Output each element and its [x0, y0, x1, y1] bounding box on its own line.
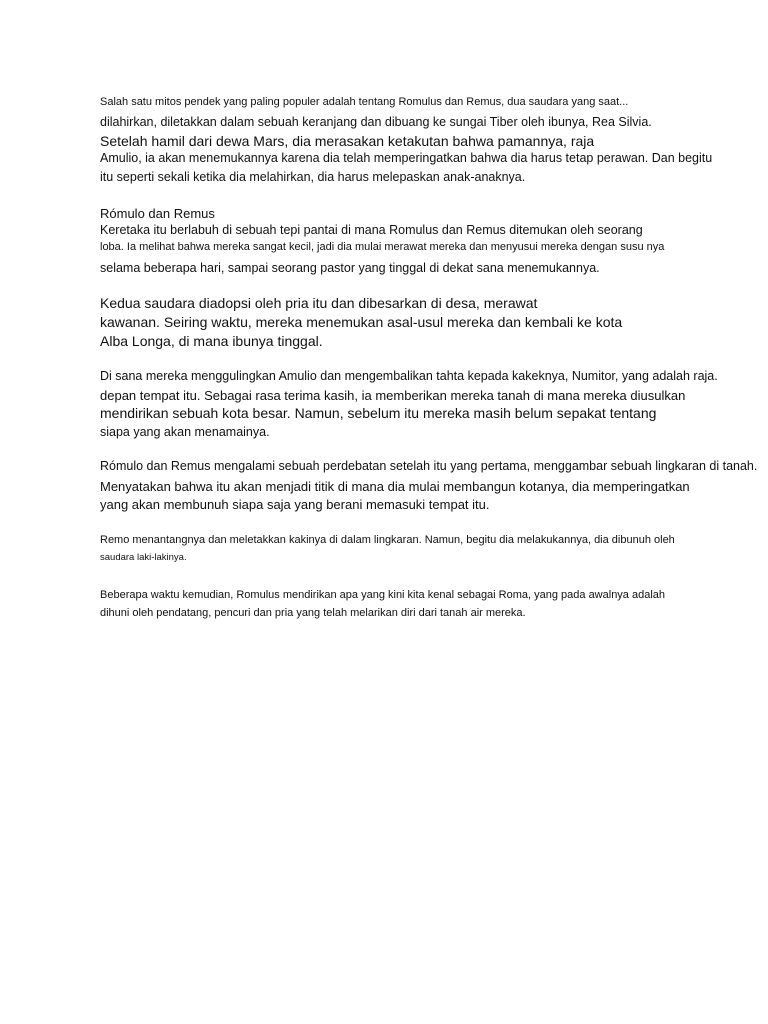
text-line: Salah satu mitos pendek yang paling populer adalah tentang Romulus dan Remus, dua saudara yang saat...	[100, 96, 629, 108]
text-line: Alba Longa, di mana ibunya tinggal.	[100, 333, 323, 349]
text-line: siapa yang akan menamainya.	[100, 425, 270, 439]
text-line: yang akan membunuh siapa saja yang berani memasuki tempat itu.	[100, 497, 490, 512]
text-line: Remo menantangnya dan meletakkan kakinya di dalam lingkaran. Namun, begitu dia melakukannya, dia dibunuh oleh	[100, 534, 675, 546]
text-line: dilahirkan, diletakkan dalam sebuah keranjang dan dibuang ke sungai Tiber oleh ibunya, Rea Silvia.	[100, 115, 652, 129]
text-line: Setelah hamil dari dewa Mars, dia merasakan ketakutan bahwa pamannya, raja	[100, 133, 595, 149]
text-line: Di sana mereka menggulingkan Amulio dan mengembalikan tahta kepada kakeknya, Numitor, yang adalah raja.	[100, 369, 718, 383]
text-line: Menyatakan bahwa itu akan menjadi titik di mana dia mulai membangun kotanya, dia memperingatkan	[100, 479, 690, 494]
text-line: mendirikan sebuah kota besar. Namun, sebelum itu mereka masih belum sepakat tentang	[100, 405, 657, 421]
text-line: selama beberapa hari, sampai seorang pastor yang tinggal di dekat sana menemukannya.	[100, 261, 600, 275]
text-line: Amulio, ia akan menemukannya karena dia telah memperingatkan bahwa dia harus tetap perawan. Dan begitu	[100, 151, 713, 165]
text-line: itu seperti sekali ketika dia melahirkan, dia harus melepaskan anak-anaknya.	[100, 170, 526, 184]
text-line: Beberapa waktu kemudian, Romulus mendirikan apa yang kini kita kenal sebagai Roma, yang pada awalnya adalah	[100, 589, 666, 601]
text-line: kawanan. Seiring waktu, mereka menemukan asal-usul mereka dan kembali ke kota	[100, 314, 623, 330]
section-heading: Rómulo dan Remus	[100, 206, 215, 221]
text-line: loba. Ia melihat bahwa mereka sangat kecil, jadi dia mulai merawat mereka dan menyusui mereka dengan susu nya	[100, 241, 665, 253]
text-line: depan tempat itu. Sebagai rasa terima kasih, ia memberikan mereka tanah di mana mereka diusulkan	[100, 388, 686, 403]
text-line: dihuni oleh pendatang, pencuri dan pria yang telah melarikan diri dari tanah air mereka.	[100, 607, 526, 619]
text-line: Keretaka itu berlabuh di sebuah tepi pantai di mana Romulus dan Remus ditemukan oleh seorang	[100, 223, 643, 237]
text-line: Kedua saudara diadopsi oleh pria itu dan dibesarkan di desa, merawat	[100, 295, 538, 311]
text-line: saudara laki-lakinya.	[100, 552, 187, 563]
text-line: Rómulo dan Remus mengalami sebuah perdebatan setelah itu yang pertama, menggambar sebuah lingkaran di tanah.	[100, 459, 758, 473]
